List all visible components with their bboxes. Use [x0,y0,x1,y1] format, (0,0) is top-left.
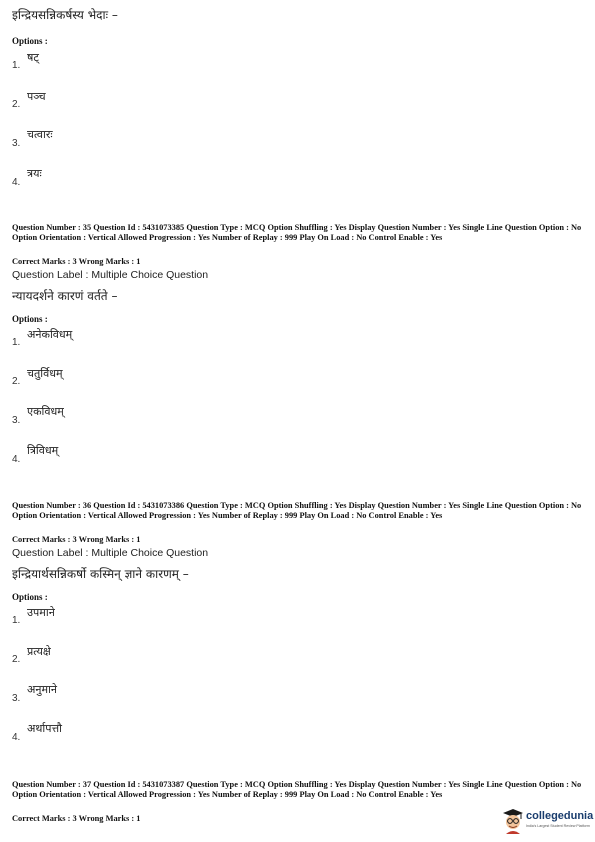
marks-line: Correct Marks : 3 Wrong Marks : 1 [12,257,141,266]
question-label: Question Label : Multiple Choice Question [12,269,209,281]
option-number: 3. [12,415,21,426]
option-number: 4. [12,177,21,188]
option-text: उपमाने [27,606,55,619]
option-number: 1. [12,60,21,71]
option-number: 3. [12,693,21,704]
option-text: चतुर्विधम् [27,367,63,380]
option-number: 4. [12,732,21,743]
option-text: त्रिविधम् [27,444,59,457]
options-label: Options : [12,592,48,602]
options-label: Options : [12,36,48,46]
logo-wordmark: collegedunia [526,810,594,822]
option-text: एकविधम् [27,405,64,418]
option-text: पञ्च [27,90,46,103]
option-text: अर्थापत्तौ [27,722,62,735]
option-number: 4. [12,454,21,465]
question-meta: Question Number : 37 Question Id : 5431073387 Question Type : MCQ Option Shuffling : Yes Display Question Number : Yes Single Line Question Option : No Option Orientation : Vertical Allowed Progression : Yes Number of Replay : 999 Play On Load : No Control Enable : Yes [12,780,582,799]
option-text: त्रयः [27,167,42,180]
option-number: 2. [12,99,21,110]
graduate-mascot-icon [502,808,524,834]
options-label: Options : [12,314,48,324]
option-number: 1. [12,615,21,626]
marks-line: Correct Marks : 3 Wrong Marks : 1 [12,535,141,544]
option-text: प्रत्यक्षे [27,645,51,658]
option-number: 3. [12,138,21,149]
question-text: इन्द्रियसन्निकर्षस्य भेदाः – [12,8,118,22]
option-text: अनुमाने [27,683,58,696]
collegedunia-logo [502,808,592,836]
option-number: 2. [12,376,21,387]
question-meta: Question Number : 36 Question Id : 5431073386 Question Type : MCQ Option Shuffling : Yes Display Question Number : Yes Single Line Question Option : No Option Orientation : Vertical Allowed Progression : Yes Number of Replay : 999 Play On Load : No Control Enable : Yes [12,501,582,520]
logo-tagline: India's Largest Student Review Platform [526,824,590,828]
question-label: Question Label : Multiple Choice Question [12,547,209,559]
option-text: चत्वारः [27,128,53,141]
option-text: षट् [27,51,39,64]
option-number: 2. [12,654,21,665]
question-text: इन्द्रियार्थसन्निकर्षो कस्मिन् ज्ञाने कारणम् – [12,567,189,581]
question-text: न्यायदर्शने कारणं वर्तते – [12,289,118,303]
option-number: 1. [12,337,21,348]
question-meta: Question Number : 35 Question Id : 5431073385 Question Type : MCQ Option Shuffling : Yes Display Question Number : Yes Single Line Question Option : No Option Orientation : Vertical Allowed Progression : Yes Number of Replay : 999 Play On Load : No Control Enable : Yes [12,223,582,242]
marks-line: Correct Marks : 3 Wrong Marks : 1 [12,814,141,823]
option-text: अनेकविधम् [27,328,73,341]
